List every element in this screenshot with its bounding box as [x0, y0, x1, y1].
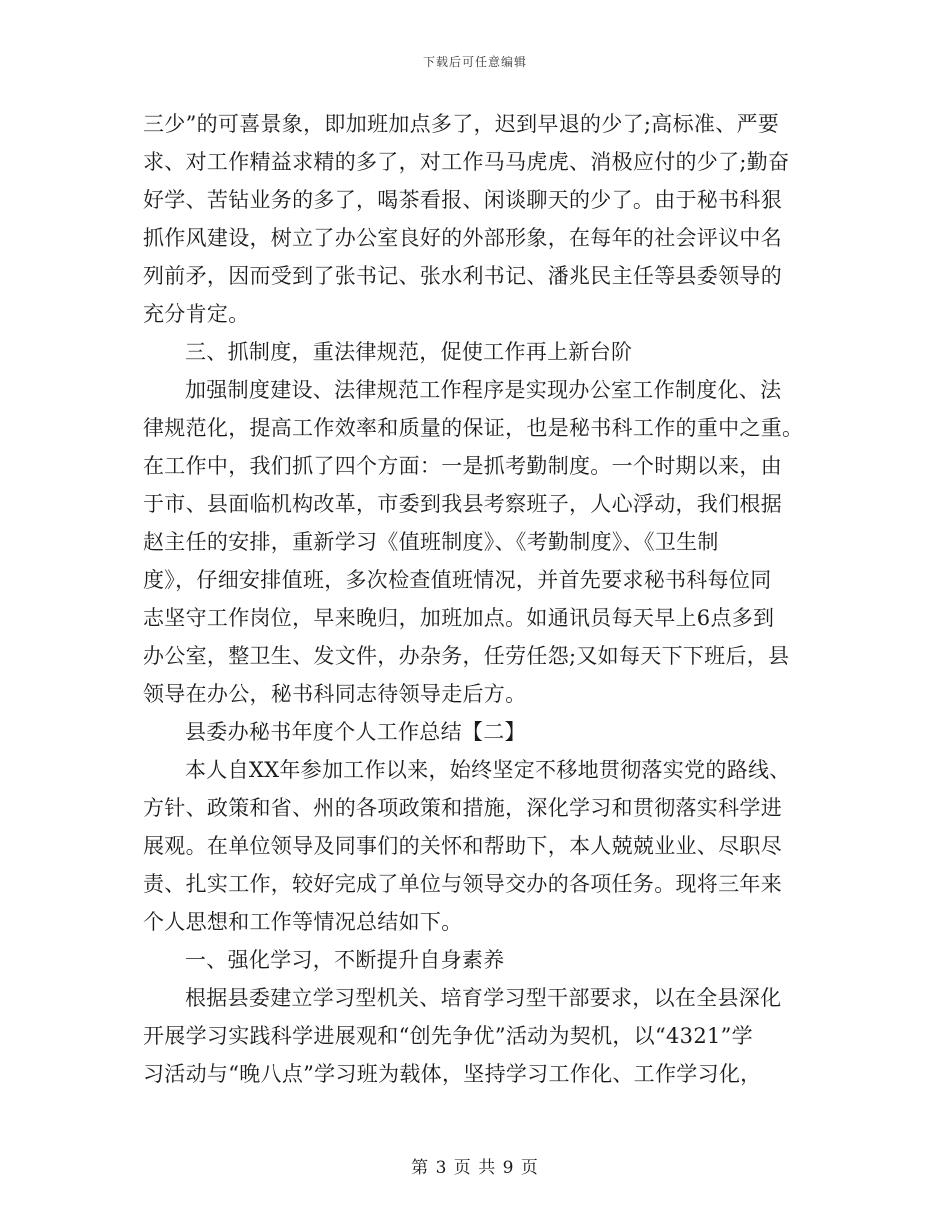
text-line: 充分肯定。 — [143, 302, 250, 326]
paragraph-start: 加强制度建设、法律规范工作程序是实现办公室工作制度化、法 — [185, 378, 782, 402]
text-line: 好学、苦钻业务的多了，喝茶看报、闲谈聊天的少了。由于秘书科狠 — [143, 188, 782, 212]
text-line: 责、扎实工作，较好完成了单位与领导交办的各项任务。现将三年来 — [143, 872, 782, 896]
text-line: 律规范化，提高工作效率和质量的保证，也是秘书科工作的重中之重。 — [143, 416, 804, 440]
section-heading: 一、强化学习，不断提升自身素养 — [185, 948, 505, 972]
page-number-footer: 第 3 页 共 9 页 — [411, 1158, 539, 1178]
text-line: 志坚守工作岗位，早来晚归，加班加点。如通讯员每天早上6点多到 — [143, 606, 775, 630]
text-line: 求、对工作精益求精的多了，对工作马马虎虎、消极应付的少了;勤奋 — [143, 150, 790, 174]
text-line: 习活动与“晚八点”学习班为载体，坚持学习工作化、工作学习化， — [143, 1062, 762, 1086]
text-line: 列前矛，因而受到了张书记、张水利书记、潘兆民主任等县委领导的 — [143, 264, 782, 288]
text-line: 开展学习实践科学进展观和“创先争优”活动为契机，以“4321”学 — [143, 1024, 753, 1048]
text-line: 在工作中，我们抓了四个方面：一是抓考勤制度。一个时期以来，由 — [143, 454, 782, 478]
text-line: 展观。在单位领导及同事们的关怀和帮助下，本人兢兢业业、尽职尽 — [143, 834, 782, 858]
paragraph-start: 根据县委建立学习型机关、培育学习型干部要求，以在全县深化 — [185, 986, 782, 1010]
document-subtitle: 县委办秘书年度个人工作总结【二】 — [185, 720, 526, 744]
paragraph-start: 本人自XX年参加工作以来，始终坚定不移地贯彻落实党的路线、 — [185, 758, 791, 782]
text-line: 办公室，整卫生、发文件，办杂务，任劳任怨;又如每天下下班后，县 — [143, 644, 790, 668]
page-header-note: 下载后可任意编辑 — [422, 55, 527, 69]
text-line: 三少”的可喜景象，即加班加点多了，迟到早退的少了;高标准、严要 — [143, 112, 780, 136]
text-line: 赵主任的安排，重新学习《值班制度》、《考勤制度》、《卫生制 — [143, 530, 719, 554]
text-line: 抓作风建设，树立了办公室良好的外部形象，在每年的社会评议中名 — [143, 226, 782, 250]
text-line: 领导在办公，秘书科同志待领导走后方。 — [143, 682, 527, 706]
document-body — [143, 105, 811, 1093]
section-heading: 三、抓制度，重法律规范，促使工作再上新台阶 — [185, 340, 633, 364]
text-line: 个人思想和工作等情况总结如下。 — [143, 910, 463, 934]
text-line: 度》，仔细安排值班，多次检查值班情况，并首先要求秘书科每位同 — [143, 568, 772, 592]
text-line: 于市、县面临机构改革，市委到我县考察班子，人心浮动，我们根据 — [143, 492, 782, 516]
text-line: 方针、政策和省、州的各项政策和措施，深化学习和贯彻落实科学进 — [143, 796, 782, 820]
